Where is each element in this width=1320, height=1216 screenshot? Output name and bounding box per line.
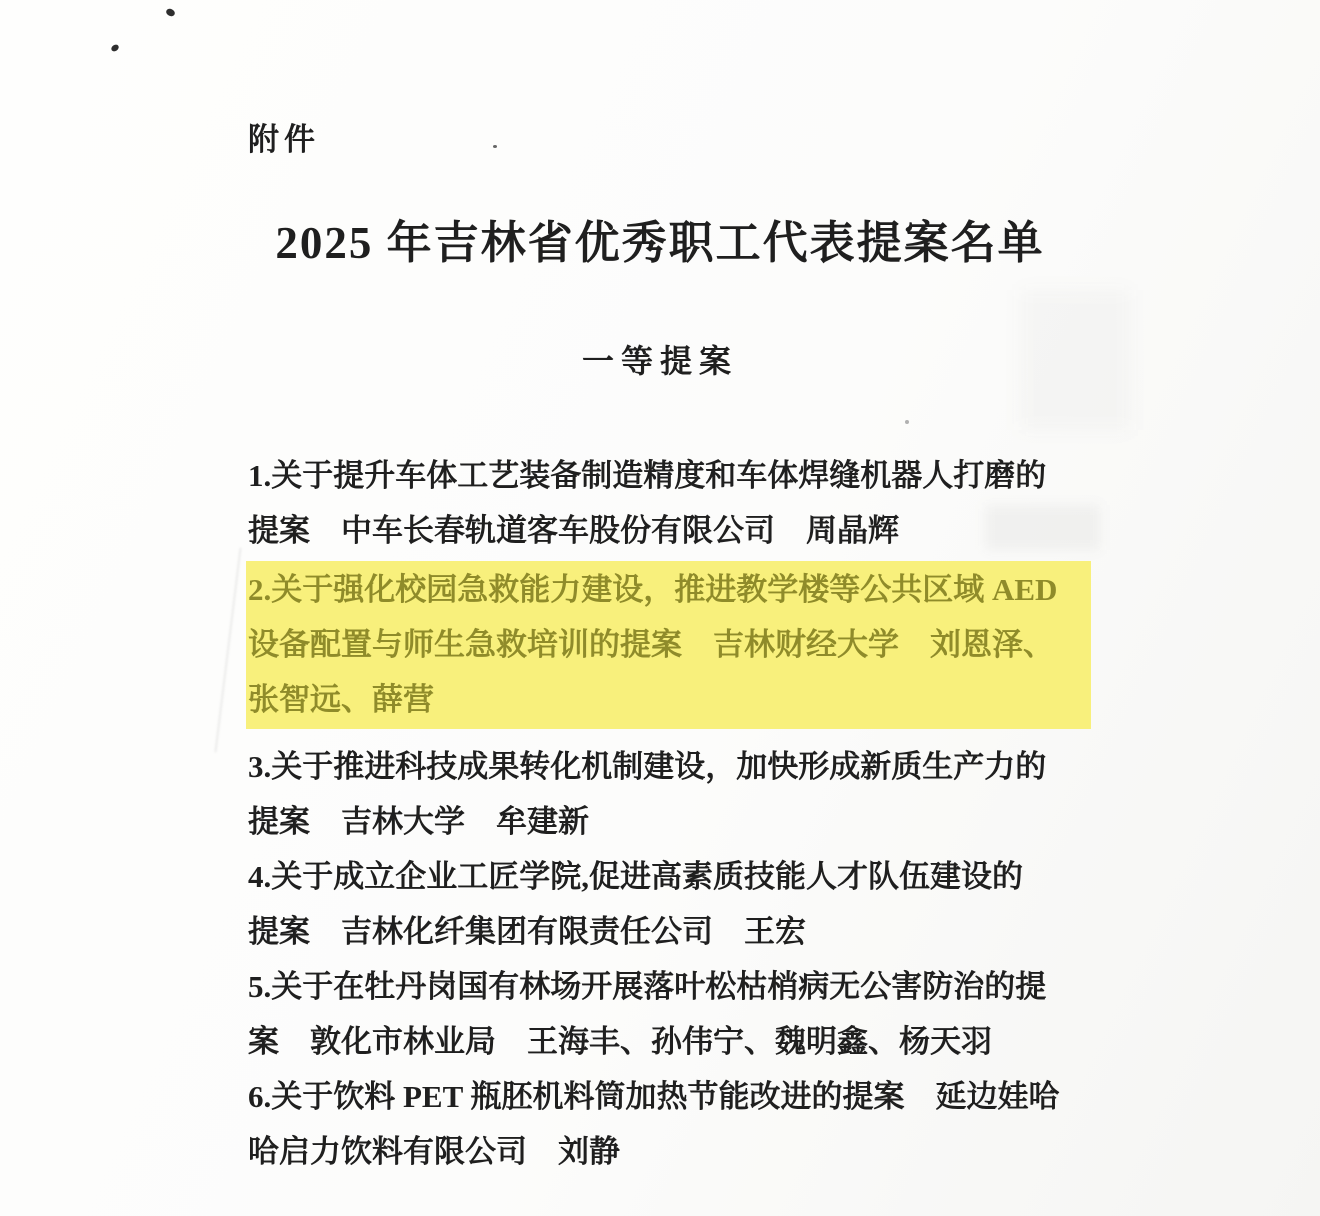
scan-speck bbox=[905, 420, 909, 424]
proposal-line: 1.关于提升车体工艺装备制造精度和车体焊缝机器人打磨的 bbox=[248, 458, 1047, 493]
scan-speck bbox=[165, 7, 176, 17]
document-title: 2025 年吉林省优秀职工代表提案名单 bbox=[275, 218, 1045, 268]
scan-speck bbox=[493, 145, 497, 148]
proposal-line: 5.关于在牡丹岗国有林场开展落叶松枯梢病无公害防治的提 bbox=[248, 969, 1047, 1004]
proposal-line: 提案 吉林大学 牟建新 bbox=[248, 804, 589, 839]
proposal-list bbox=[248, 448, 1094, 1179]
proposal-line: 哈启力饮料有限公司 刘静 bbox=[248, 1134, 620, 1169]
proposal-line: 6.关于饮料 PET 瓶胚机料筒加热节能改进的提案 延边娃哈 bbox=[248, 1079, 1060, 1114]
attachment-label: 附件 bbox=[248, 122, 320, 157]
scan-crease-line bbox=[214, 548, 241, 753]
proposal-line: 案 敦化市林业局 王海丰、孙伟宁、魏明鑫、杨天羽 bbox=[248, 1024, 992, 1059]
proposal-line-highlighted: 设备配置与师生急救培训的提案 吉林财经大学 刘恩泽、 bbox=[248, 627, 1054, 662]
proposal-line: 3.关于推进科技成果转化机制建设，加快形成新质生产力的 bbox=[248, 749, 1047, 784]
proposal-line: 提案 吉林化纤集团有限责任公司 王宏 bbox=[248, 914, 806, 949]
proposal-line-highlighted: 2.关于强化校园急救能力建设，推进教学楼等公共区域 AED bbox=[248, 572, 1058, 607]
scan-speck bbox=[110, 43, 120, 53]
proposal-line: 4.关于成立企业工匠学院,促进高素质技能人才队伍建设的 bbox=[248, 859, 1023, 894]
proposal-line: 提案 中车长春轨道客车股份有限公司 周晶辉 bbox=[248, 513, 899, 548]
highlighted-proposal-block bbox=[246, 561, 1091, 729]
section-heading: 一等提案 bbox=[581, 343, 738, 379]
proposal-line-highlighted: 张智远、薛营 bbox=[248, 682, 434, 717]
